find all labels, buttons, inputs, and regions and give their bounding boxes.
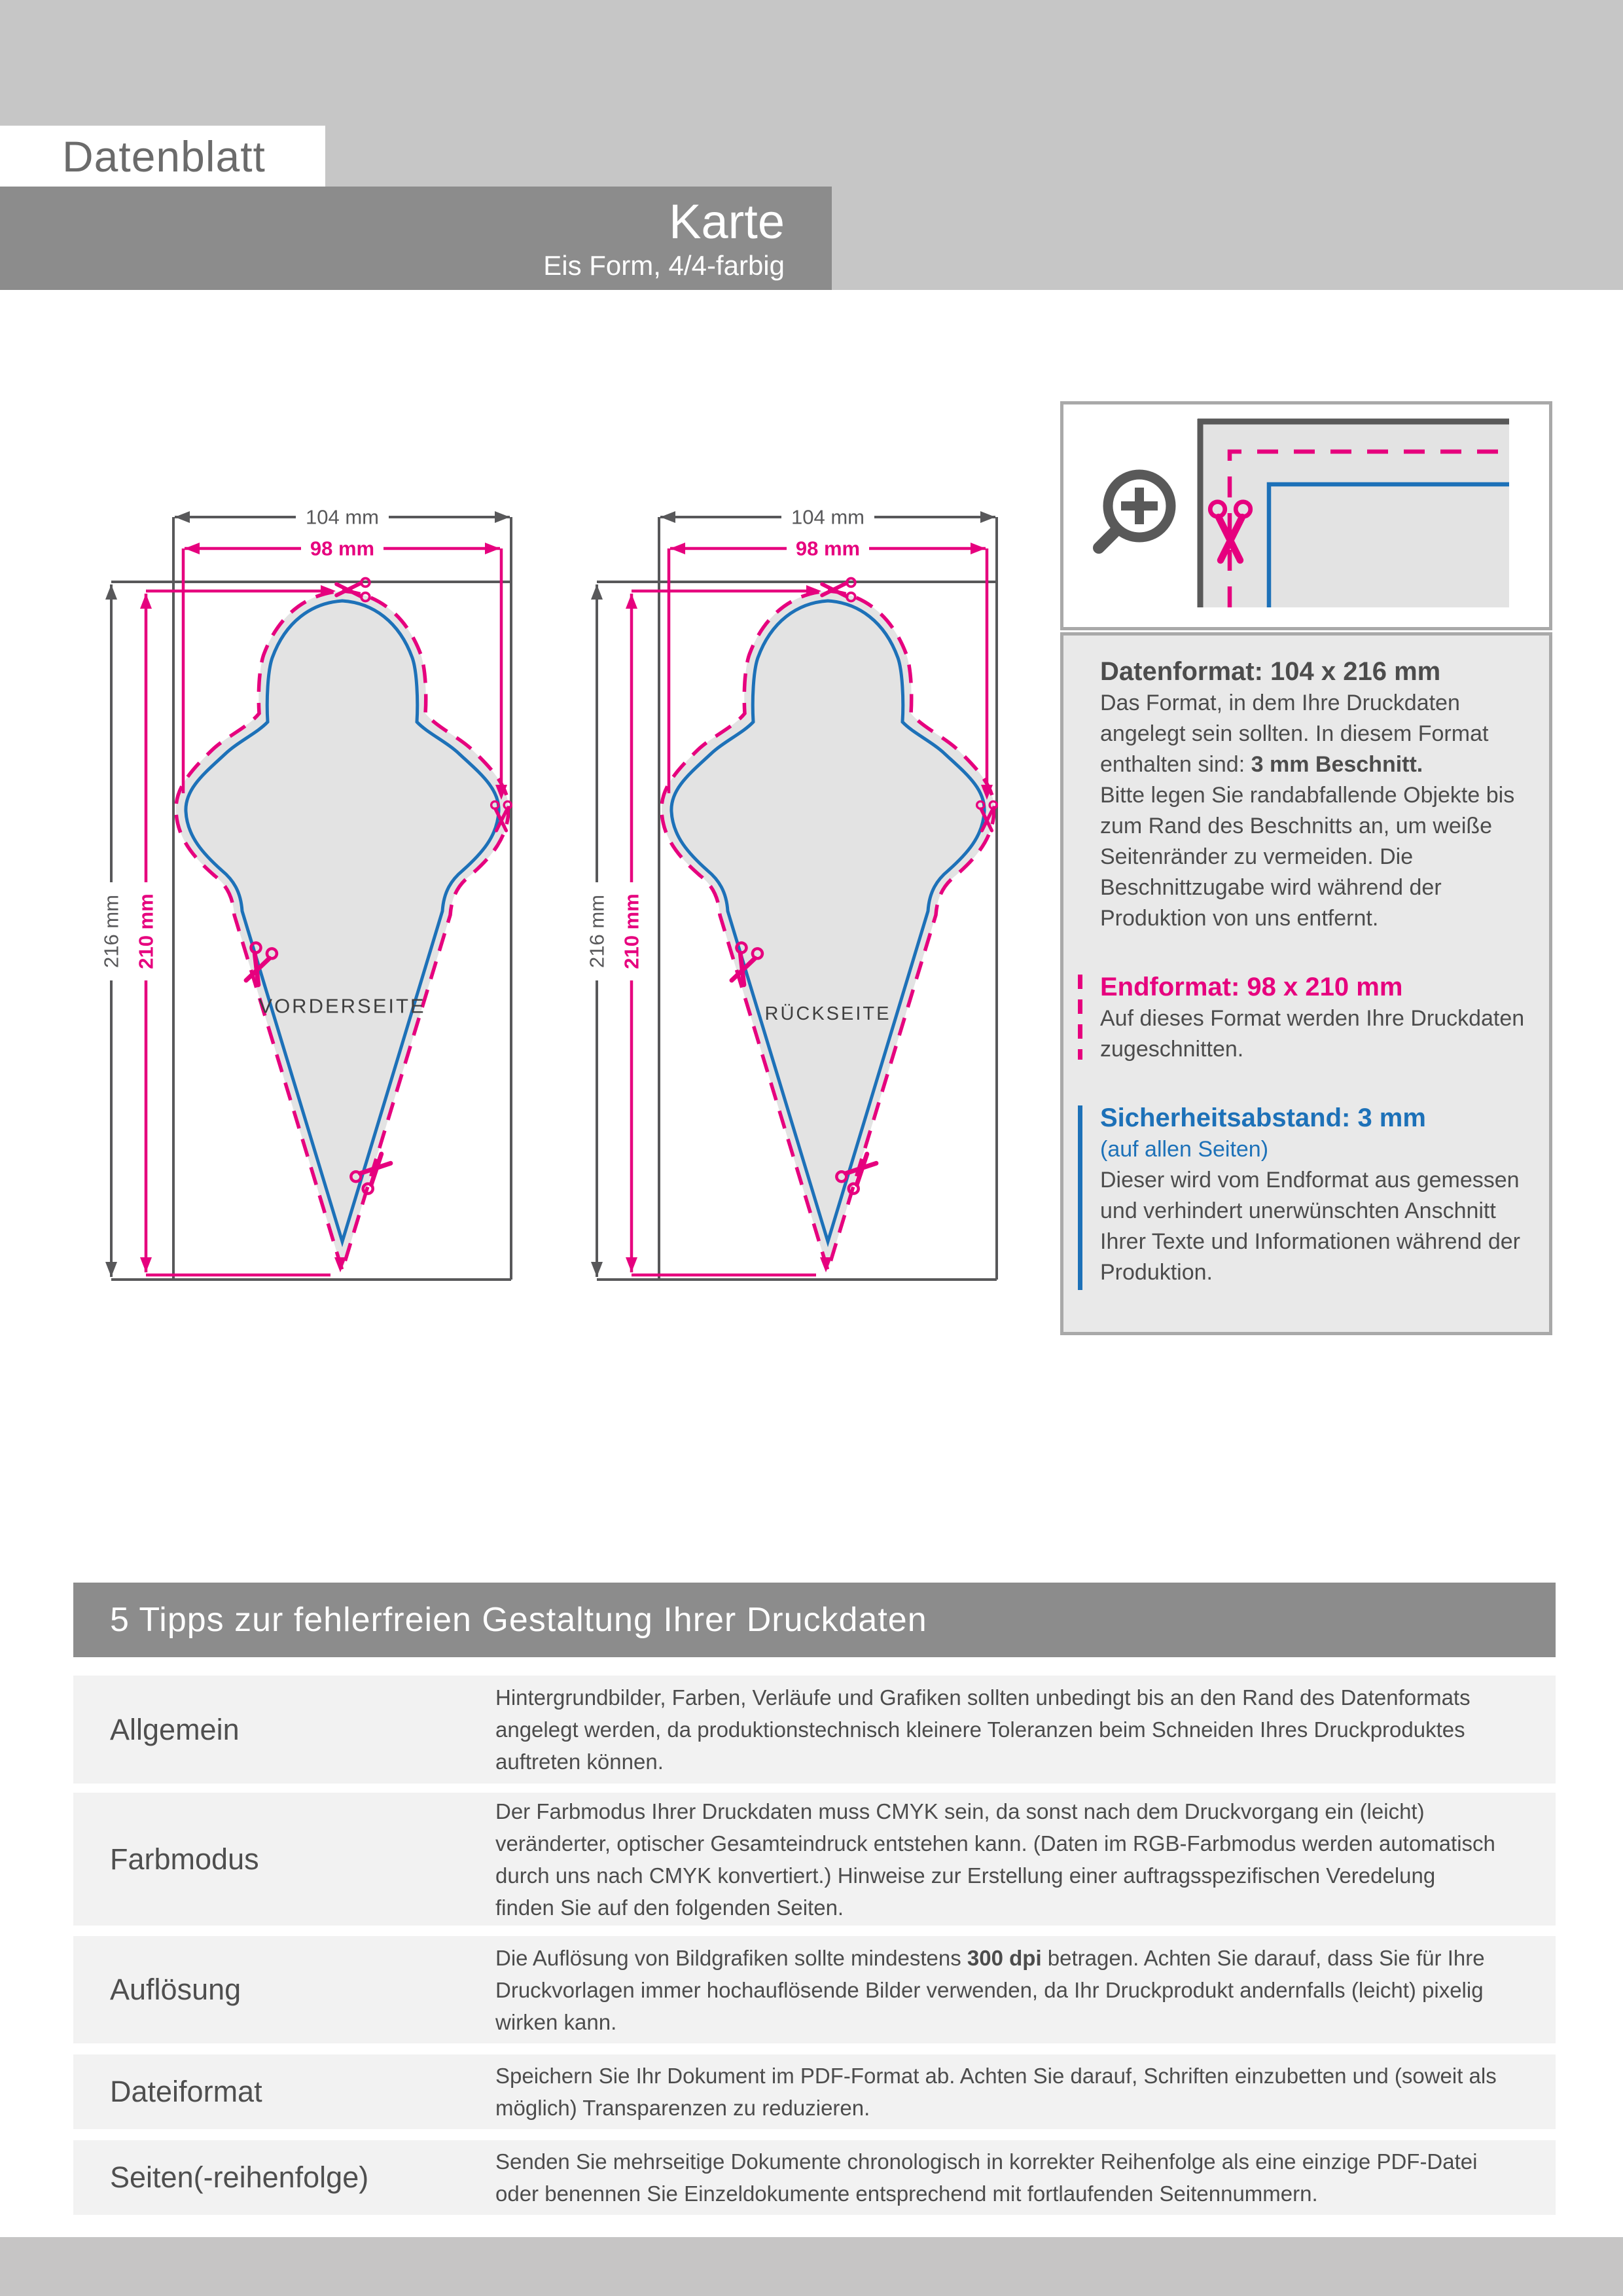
safety-heading: Sicherheitsabstand: 3 mm (1100, 1103, 1426, 1132)
tip-row-seitenreihenfolge (73, 2140, 1556, 2215)
tip-label: Auflösung (110, 1973, 241, 2006)
safety-block (1100, 1102, 1531, 1288)
sheet-label: Datenblatt (62, 132, 266, 181)
magnifier-icon (1099, 475, 1171, 548)
format-info-panel (1060, 632, 1552, 1335)
datenformat-heading: Datenformat: 104 x 216 mm (1100, 657, 1441, 686)
tip-row-dateiformat (73, 2054, 1556, 2129)
tips-header-bar (73, 1583, 1556, 1657)
safety-text: Dieser wird vom Endformat aus gemessen und verhindert unerwünschten Anschnitt Ihrer Texte und Informationen während der Produktion. (1100, 1168, 1520, 1285)
tip-label: Seiten(-reihenfolge) (110, 2161, 369, 2194)
datenformat-text-1: Das Format, in dem Ihre Druckdaten angelegt sein sollten. In diesem Format enthalten sind: 3 mm Beschnitt. (1100, 691, 1489, 777)
product-spec: Eis Form, 4/4-farbig (543, 250, 785, 281)
tip-text: Die Auflösung von Bildgrafiken sollte mindestens 300 dpi betragen. Achten Sie darauf, dass Sie für Ihre Druckvorlagen immer hochauflösende Bilder verwenden, da Ihr Druckprodukt andernfalls (leicht) pixelig wirken kann. (495, 1945, 1485, 2034)
safety-subheading: (auf allen Seiten) (1100, 1137, 1269, 1162)
tip-text: Der Farbmodus Ihrer Druckdaten muss CMYK sein, da sonst nach dem Druckvorgang ein (leicht) veränderter, optischer Gesamteindruck entstehen kann. (Daten im RGB-Farbmodus werden automatisch durch uns nach CMYK konvertiert.) Hinweise zur Erstellung einer auftragsspezifischen Veredelung finden Sie auf den folgenden Seiten. (495, 1799, 1495, 1920)
front-side-label: VORDERSEITE (259, 994, 426, 1018)
templates-diagram (0, 458, 1047, 1309)
tip-text: Senden Sie mehrseitige Dokumente chronologisch in korrekter Reihenfolge als eine einzige PDF-Datei oder benennen Sie Einzeldokumente entsprechend mit fortlaufenden Seitennummern. (495, 2149, 1478, 2206)
sheet-label-box (0, 126, 325, 187)
tip-text: Hintergrundbilder, Farben, Verläufe und Grafiken sollten unbedingt bis an den Rand des Datenformats angelegt werden, da produktionstechnisch kleinere Toleranzen beim Schneiden Ihres Druckproduktes auftreten können. (495, 1685, 1471, 1774)
bleed-detail-box (1060, 401, 1552, 630)
product-title-bar (0, 187, 832, 290)
back-side-label: RÜCKSEITE (764, 1003, 891, 1024)
safety-solid-rule (1078, 1105, 1082, 1290)
tip-text: Speichern Sie Ihr Dokument im PDF-Format ab. Achten Sie darauf, Schriften einzubetten und (soweit als möglich) Transparenzen zu reduzieren. (495, 2064, 1497, 2120)
endformat-dashed-rule (1078, 975, 1082, 1060)
tip-row-allgemein (73, 1676, 1556, 1784)
datenformat-text-2: Bitte legen Sie randabfallende Objekte bis zum Rand des Beschnitts an, um weiße Seitenränder zu vermeiden. Die Beschnittzugabe wird während der Produktion von uns entfernt. (1100, 783, 1515, 931)
tips-rows (73, 1676, 1556, 2215)
tip-row-farbmodus (73, 1793, 1556, 1926)
tip-label: Allgemein (110, 1712, 240, 1746)
endformat-block (1100, 971, 1531, 1065)
tip-row-aufloesung (73, 1936, 1556, 2043)
product-name: Karte (669, 194, 785, 249)
bottom-band (0, 2237, 1623, 2296)
endformat-text: Auf dieses Format werden Ihre Druckdaten zugeschnitten. (1100, 1006, 1525, 1062)
bleed-detail-diagram (1063, 404, 1549, 627)
tip-label: Dateiformat (110, 2075, 262, 2108)
endformat-heading: Endformat: 98 x 210 mm (1100, 973, 1403, 1001)
datenformat-block (1100, 655, 1531, 934)
tips-heading: 5 Tipps zur fehlerfreien Gestaltung Ihrer Druckdaten (110, 1601, 927, 1639)
tip-label: Farbmodus (110, 1842, 259, 1876)
